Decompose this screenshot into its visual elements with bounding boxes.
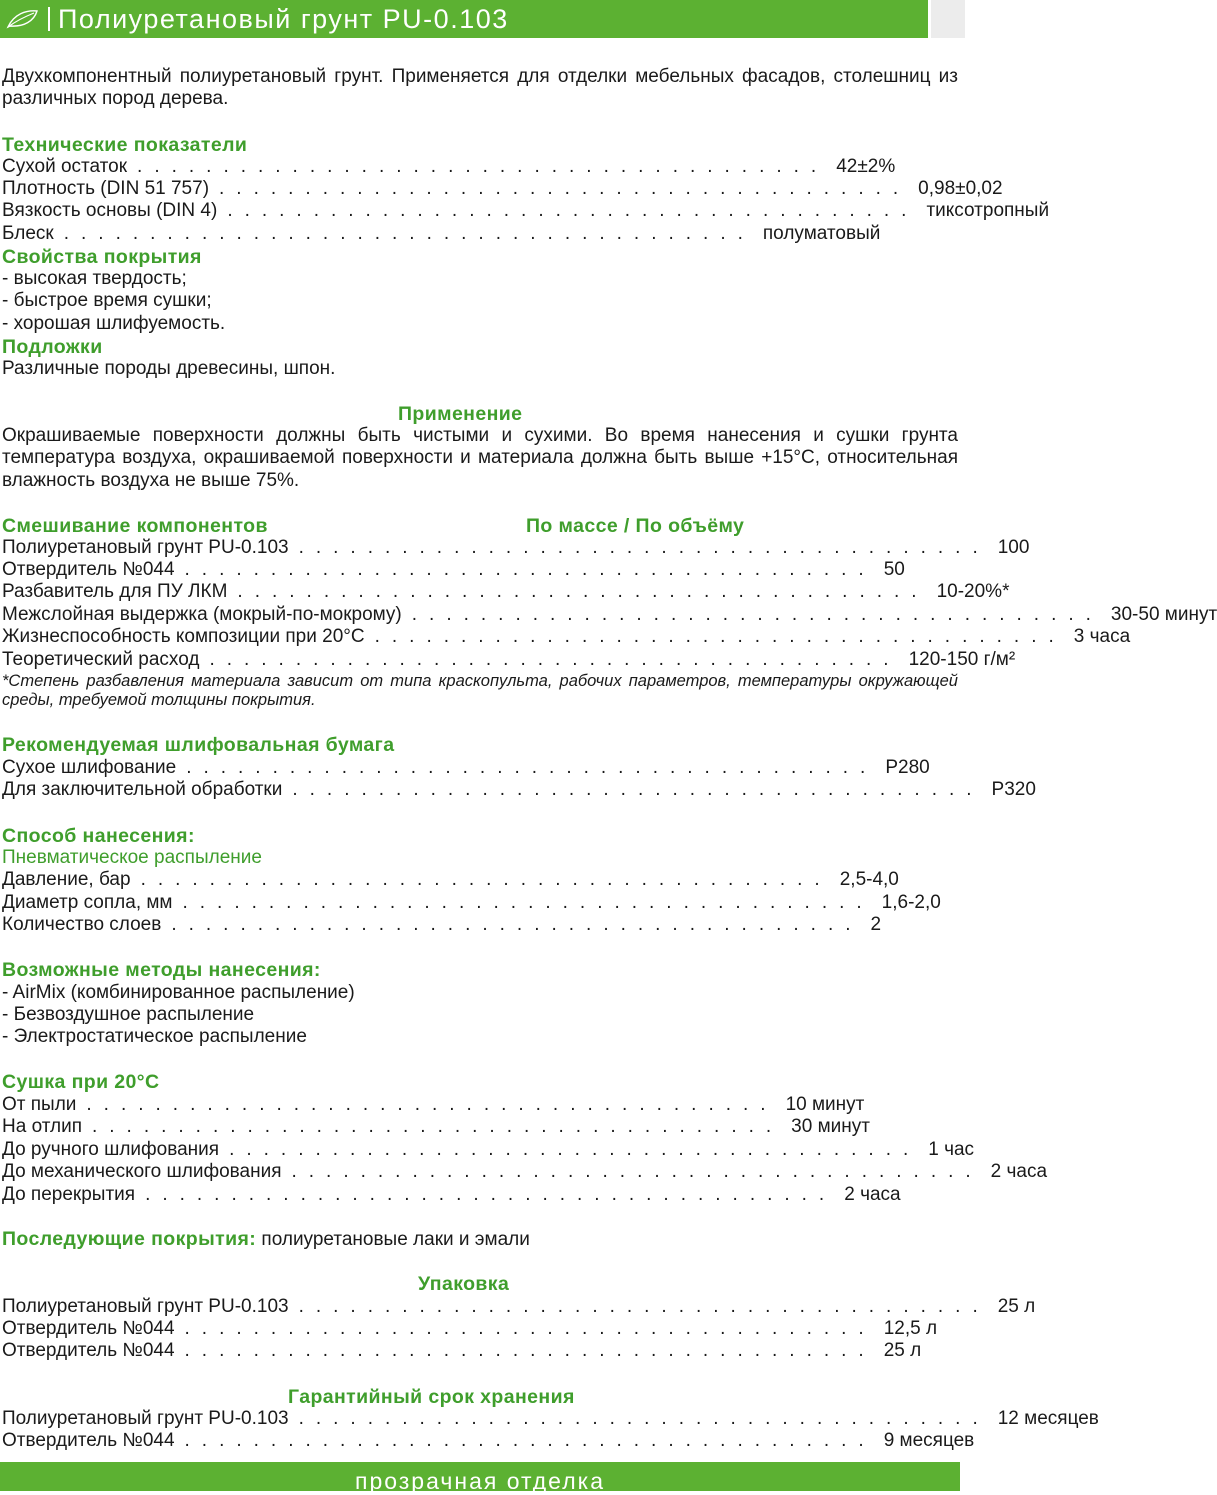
dot-leader: ........................................	[63, 223, 755, 244]
drying-row	[2, 1161, 1048, 1183]
row-value: 25 л	[883, 1340, 922, 1361]
row-label: На отлип	[2, 1116, 82, 1137]
row-value: 2	[870, 914, 882, 935]
row-label: Для заключительной обработки	[2, 779, 283, 800]
row-value: 2 часа	[990, 1161, 1048, 1182]
drying-row	[2, 1184, 901, 1206]
packaging-row	[2, 1340, 922, 1362]
dot-leader: ........................................	[219, 178, 911, 199]
row-value: тиксотропный	[926, 200, 1050, 221]
row-label: Диаметр сопла, мм	[2, 892, 173, 913]
list-item: - высокая твердость;	[2, 268, 187, 289]
row-value: 10-20%*	[936, 581, 1010, 602]
drying-row	[2, 1094, 865, 1116]
drying-row	[2, 1139, 975, 1161]
properties-heading: Свойства покрытия	[2, 246, 202, 268]
dot-leader: ........................................	[137, 156, 829, 177]
row-label: Полиуретановый грунт PU-0.103	[2, 537, 289, 558]
row-value: 30-50 минут	[1110, 604, 1217, 625]
row-value: 0,98±0,02	[918, 178, 1003, 199]
mixing-ratio-heading: По массе / По объёму	[526, 515, 745, 537]
dot-leader: ........................................	[184, 1318, 876, 1339]
method-row	[2, 914, 882, 936]
dot-leader: ........................................	[184, 559, 876, 580]
row-label: Количество слоев	[2, 914, 162, 935]
row-value: полуматовый	[762, 223, 881, 244]
row-value: 120-150 г/м²	[908, 649, 1016, 670]
sandpaper-row	[2, 779, 1036, 801]
row-value: 30 минут	[791, 1116, 870, 1137]
application-heading: Применение	[398, 403, 523, 425]
dot-leader: ........................................	[140, 869, 832, 890]
page-title: Полиуретановый грунт PU-0.103	[58, 3, 509, 34]
packaging-row	[2, 1318, 938, 1340]
method-row	[2, 892, 941, 914]
tech-row	[2, 223, 881, 245]
row-value: 100	[997, 537, 1030, 558]
row-value: P280	[885, 757, 930, 778]
leaf-icon	[0, 0, 44, 38]
dot-leader: ........................................	[229, 1139, 921, 1160]
shelf-life-row	[2, 1408, 1099, 1430]
dot-leader: ........................................	[145, 1184, 837, 1205]
list-item: - Безвоздушное распыление	[2, 1004, 255, 1025]
row-value: 2 часа	[844, 1184, 901, 1205]
method-row	[2, 869, 899, 891]
row-label: Отвердитель №044	[2, 1430, 175, 1451]
sandpaper-heading: Рекомендуемая шлифовальная бумага	[2, 734, 395, 756]
mixing-row	[2, 626, 1131, 648]
tech-row	[2, 156, 896, 178]
packaging-row	[2, 1296, 1036, 1318]
dot-leader: ........................................	[171, 914, 863, 935]
drying-heading: Сушка при 20°С	[2, 1071, 160, 1093]
dilution-footnote: *Степень разбавления материала зависит от типа краскопульта, рабочих параметров, температуры окружающей среды, требуемой толщины покрытия.	[2, 672, 958, 709]
list-item: - хорошая шлифуемость.	[2, 313, 226, 334]
packaging-heading: Упаковка	[418, 1273, 510, 1295]
row-value: 50	[883, 559, 905, 580]
dot-leader: ........................................	[298, 1296, 990, 1317]
methods-possible-heading: Возможные методы нанесения:	[2, 959, 321, 981]
row-value: 2,5-4,0	[839, 869, 899, 890]
dot-leader: ........................................	[298, 1408, 990, 1429]
list-item: - AirMix (комбинированное распыление)	[2, 982, 355, 1003]
dot-leader: ........................................	[411, 604, 1103, 625]
row-value: 10 минут	[785, 1094, 865, 1115]
intro-text: Двухкомпонентный полиуретановый грунт. Применяется для отделки мебельных фасадов, столешниц из различных пород дерева.	[2, 66, 958, 110]
dot-leader: ........................................	[291, 1161, 983, 1182]
row-label: Отвердитель №044	[2, 559, 175, 580]
row-label: Сухое шлифование	[2, 757, 177, 778]
dot-leader: ........................................	[184, 1430, 876, 1451]
list-item: - быстрое время сушки;	[2, 290, 212, 311]
topcoats-heading: Последующие покрытия:	[2, 1228, 257, 1250]
mixing-row	[2, 581, 1010, 603]
tech-heading: Технические показатели	[2, 134, 248, 156]
mixing-row	[2, 559, 905, 581]
tech-row	[2, 178, 1003, 200]
row-value: 1 час	[928, 1139, 975, 1160]
mixing-row	[2, 537, 1030, 559]
row-label: Теоретический расход	[2, 649, 200, 670]
row-label: Давление, бар	[2, 869, 131, 890]
shelf-life-row	[2, 1430, 975, 1452]
sandpaper-row	[2, 757, 930, 779]
row-value: 1,6-2,0	[881, 892, 941, 913]
dot-leader: ........................................	[182, 892, 874, 913]
row-label: Сухой остаток	[2, 156, 128, 177]
mixing-row	[2, 649, 1016, 671]
row-value: 12,5 л	[883, 1318, 938, 1339]
dot-leader: ........................................	[292, 779, 984, 800]
dot-leader: ........................................	[184, 1340, 876, 1361]
row-value: 9 месяцев	[883, 1430, 975, 1451]
row-label: Блеск	[2, 223, 54, 244]
mixing-heading: Смешивание компонентов	[2, 515, 268, 537]
application-text: Окрашиваемые поверхности должны быть чистыми и сухими. Во время нанесения и сушки грунта температура воздуха, окрашиваемой поверхности и материала должна быть выше +15°С, относительная влажность воздуха не выше 75%.	[2, 425, 958, 491]
header-bar	[0, 0, 928, 38]
row-label: До механического шлифования	[2, 1161, 282, 1182]
substrates-heading: Подложки	[2, 336, 103, 358]
row-value: 3 часа	[1073, 626, 1131, 647]
header-corner-tab	[931, 0, 965, 38]
row-label: Жизнеспособность композиции при 20°С	[2, 626, 365, 647]
dot-leader: ........................................	[374, 626, 1066, 647]
method-heading: Способ нанесения:	[2, 825, 195, 847]
row-value: 12 месяцев	[997, 1408, 1099, 1429]
row-value: 42±2%	[836, 156, 896, 177]
substrates-text: Различные породы древесины, шпон.	[2, 358, 336, 379]
footer-text: прозрачная отделка	[354, 1468, 605, 1494]
shelf-life-heading: Гарантийный срок хранения	[288, 1386, 575, 1408]
row-label: Межслойная выдержка (мокрый-по-мокрому)	[2, 604, 402, 625]
row-label: Полиуретановый грунт PU-0.103	[2, 1296, 289, 1317]
row-value: 25 л	[997, 1296, 1036, 1317]
header-separator	[48, 7, 50, 31]
row-label: До ручного шлифования	[2, 1139, 220, 1160]
dot-leader: ........................................	[237, 581, 929, 602]
row-value: P320	[991, 779, 1036, 800]
dot-leader: ........................................	[209, 649, 901, 670]
dot-leader: ........................................	[298, 537, 990, 558]
dot-leader: ........................................	[227, 200, 919, 221]
list-item: - Электростатическое распыление	[2, 1026, 307, 1047]
row-label: Полиуретановый грунт PU-0.103	[2, 1408, 289, 1429]
mixing-row	[2, 604, 1217, 626]
dot-leader: ........................................	[92, 1116, 784, 1137]
row-label: Разбавитель для ПУ ЛКМ	[2, 581, 228, 602]
row-label: До перекрытия	[2, 1184, 136, 1205]
tech-row	[2, 200, 1050, 222]
dot-leader: ........................................	[86, 1094, 778, 1115]
topcoats-line	[2, 1228, 530, 1251]
row-label: Отвердитель №044	[2, 1318, 175, 1339]
dot-leader: ........................................	[186, 757, 878, 778]
footer-bar	[0, 1462, 960, 1494]
row-label: Вязкость основы (DIN 4)	[2, 200, 218, 221]
row-label: От пыли	[2, 1094, 77, 1115]
row-label: Отвердитель №044	[2, 1340, 175, 1361]
drying-row	[2, 1116, 870, 1138]
row-label: Плотность (DIN 51 757)	[2, 178, 210, 199]
method-subheading: Пневматическое распыление	[2, 847, 262, 868]
topcoats-text: полиуретановые лаки и эмали	[256, 1229, 530, 1250]
